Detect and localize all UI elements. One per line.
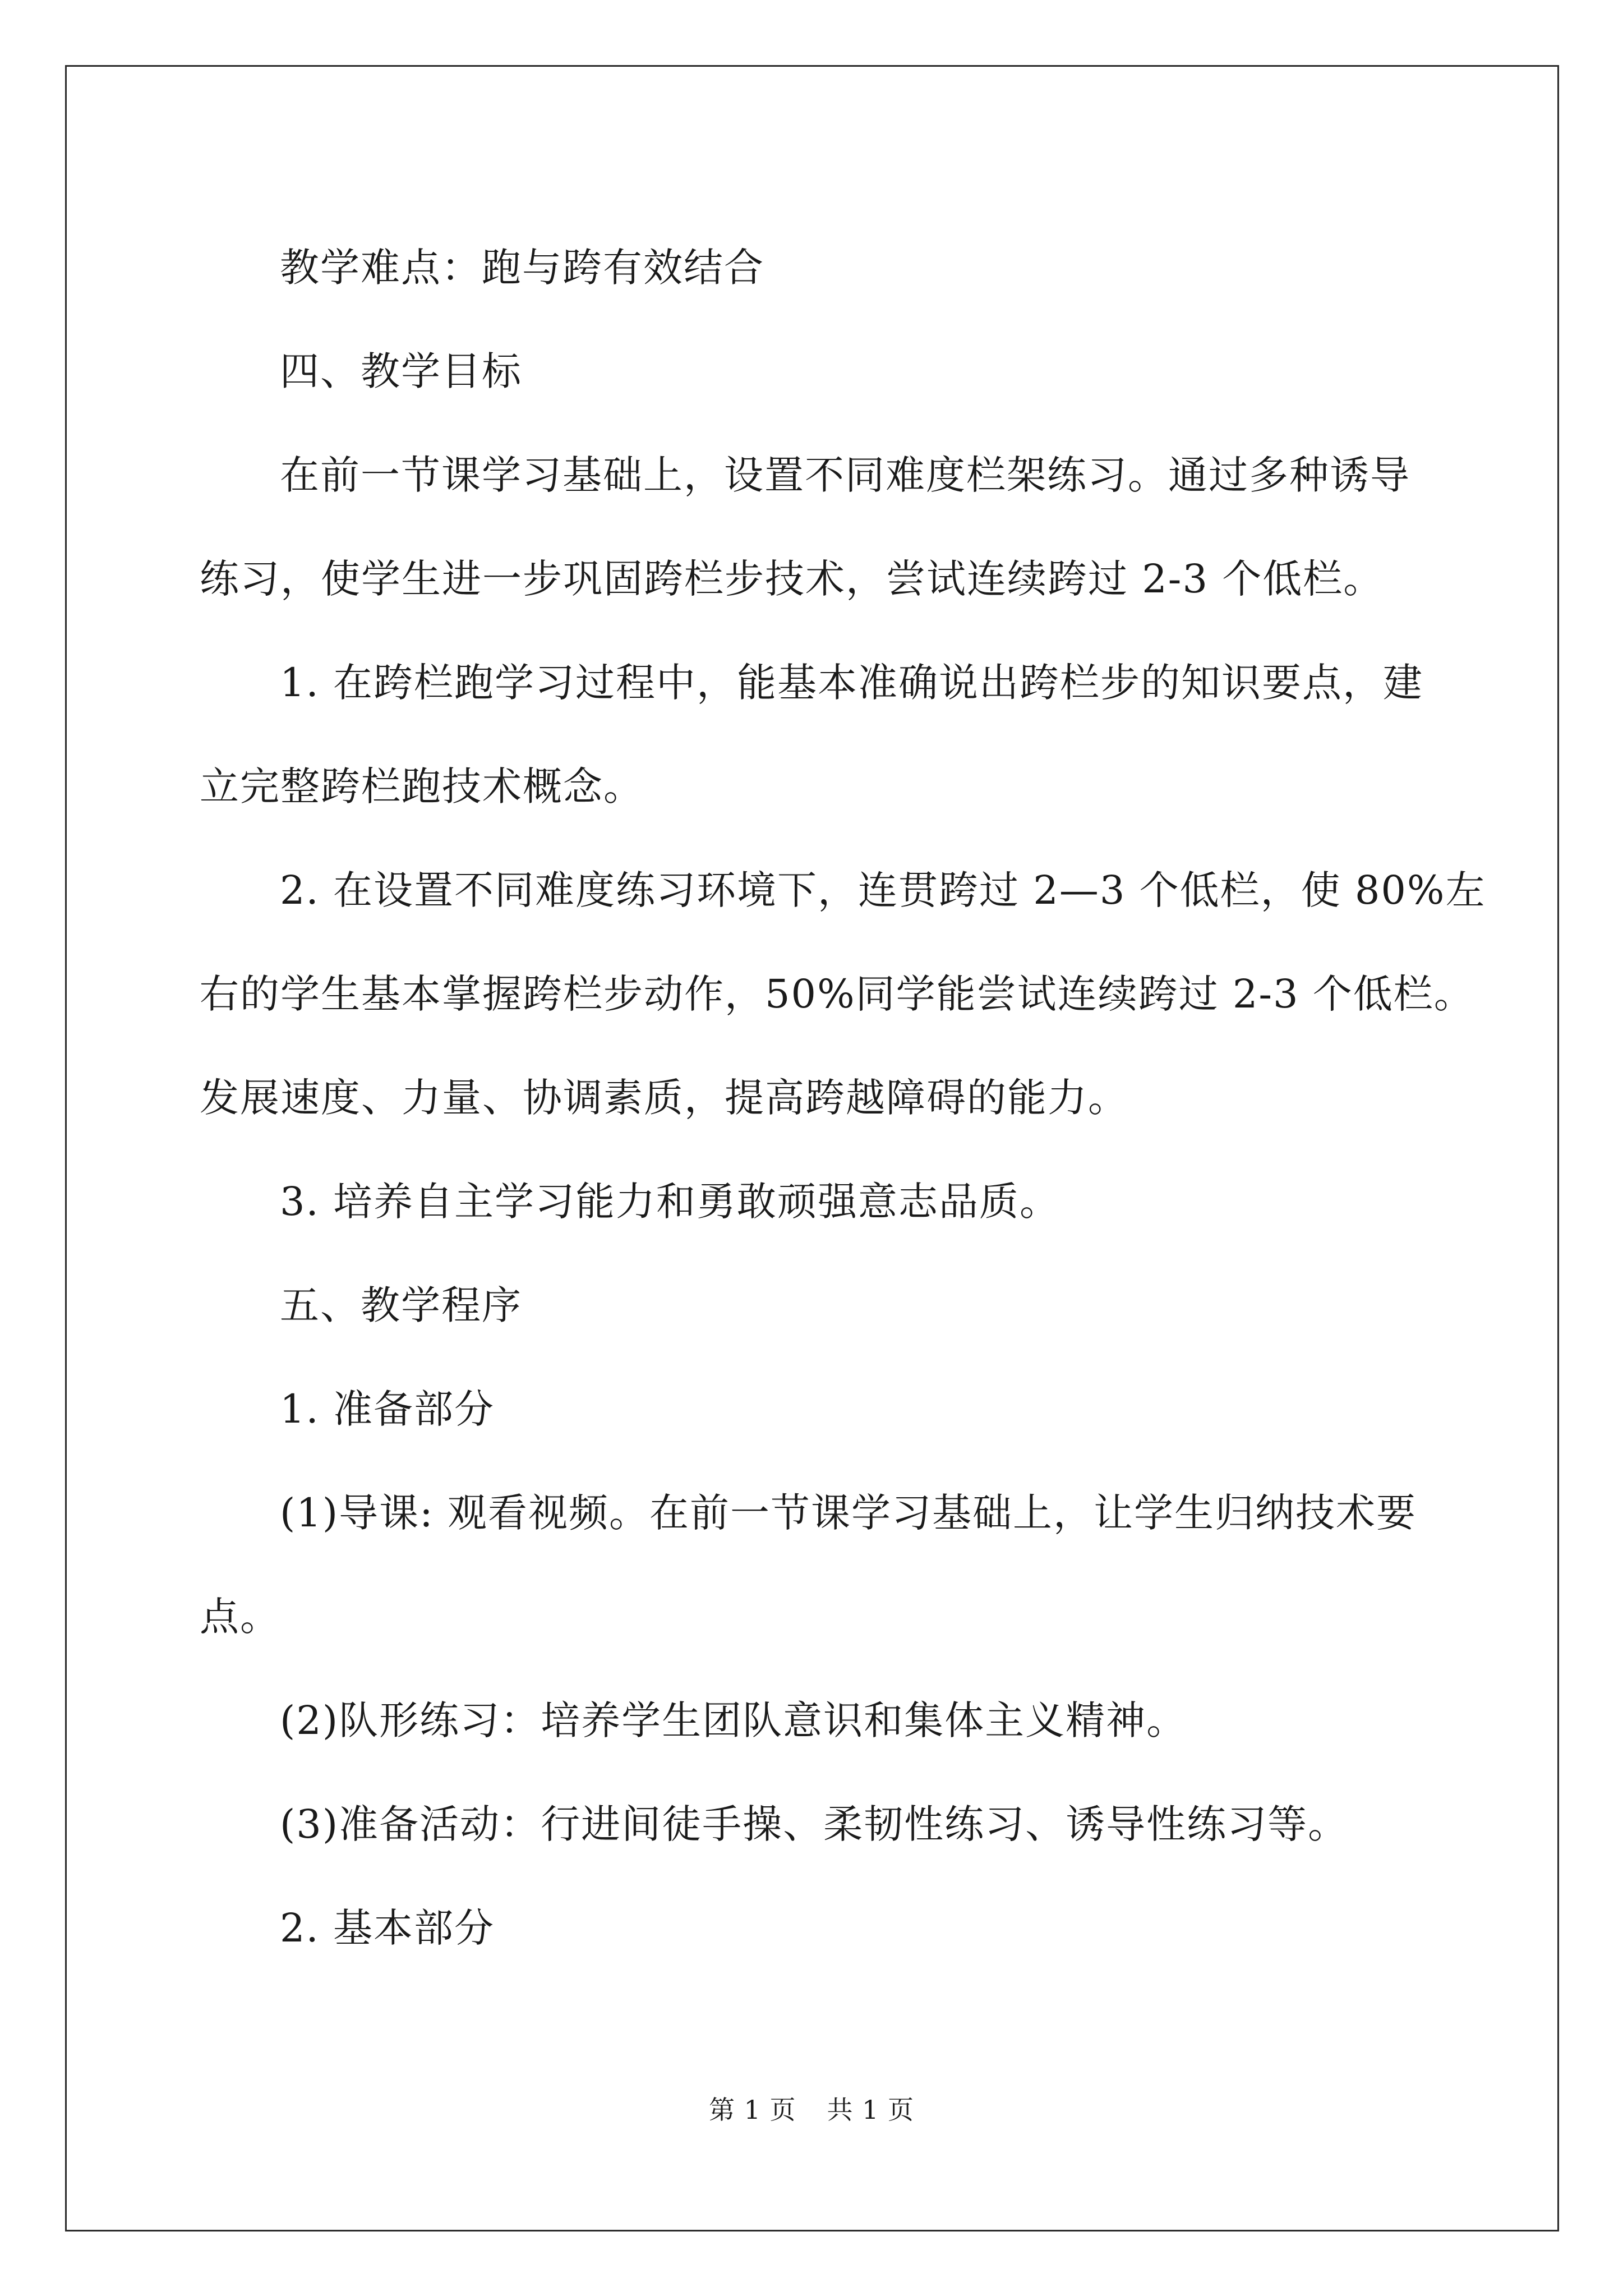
text-line: 立完整跨栏跑技术概念。 <box>200 763 644 809</box>
page-number: 第 1 页 <box>708 2095 796 2125</box>
page-total: 共 1 页 <box>827 2095 915 2125</box>
page-footer <box>0 2090 1623 2127</box>
section-heading: 五、教学程序 <box>280 1282 522 1328</box>
subsection-heading: 1. 准备部分 <box>280 1386 495 1432</box>
text-line: 教学难点：跑与跨有效结合 <box>280 245 764 291</box>
text-line: 1. 在跨栏跑学习过程中，能基本准确说出跨栏步的知识要点，建 <box>280 660 1424 706</box>
section-heading: 四、教学目标 <box>280 348 522 394</box>
subsection-heading: 2. 基本部分 <box>280 1905 495 1951</box>
text-line: 点。 <box>200 1594 280 1640</box>
text-line: (3)准备活动：行进间徒手操、柔韧性练习、诱导性练习等。 <box>280 1801 1349 1847</box>
text-line: (1)导课: 观看视频。在前一节课学习基础上，让学生归纳技术要 <box>280 1490 1417 1536</box>
text-line: 发展速度、力量、协调素质，提高跨越障碍的能力。 <box>200 1075 1128 1121</box>
document-body <box>200 216 1486 1980</box>
text-line: 2. 在设置不同难度练习环境下，连贯跨过 2—3 个低栏，使 80%左 <box>280 867 1486 913</box>
text-line: 在前一节课学习基础上，设置不同难度栏架练习。通过多种诱导 <box>280 452 1410 498</box>
text-line: 练习，使学生进一步巩固跨栏步技术，尝试连续跨过 2-3 个低栏。 <box>200 556 1384 602</box>
text-line: 右的学生基本掌握跨栏步动作，50%同学能尝试连续跨过 2-3 个低栏。 <box>200 971 1474 1017</box>
text-line: 3. 培养自主学习能力和勇敢顽强意志品质。 <box>280 1179 1061 1225</box>
text-line: (2)队形练习：培养学生团队意识和集体主义精神。 <box>280 1697 1187 1743</box>
